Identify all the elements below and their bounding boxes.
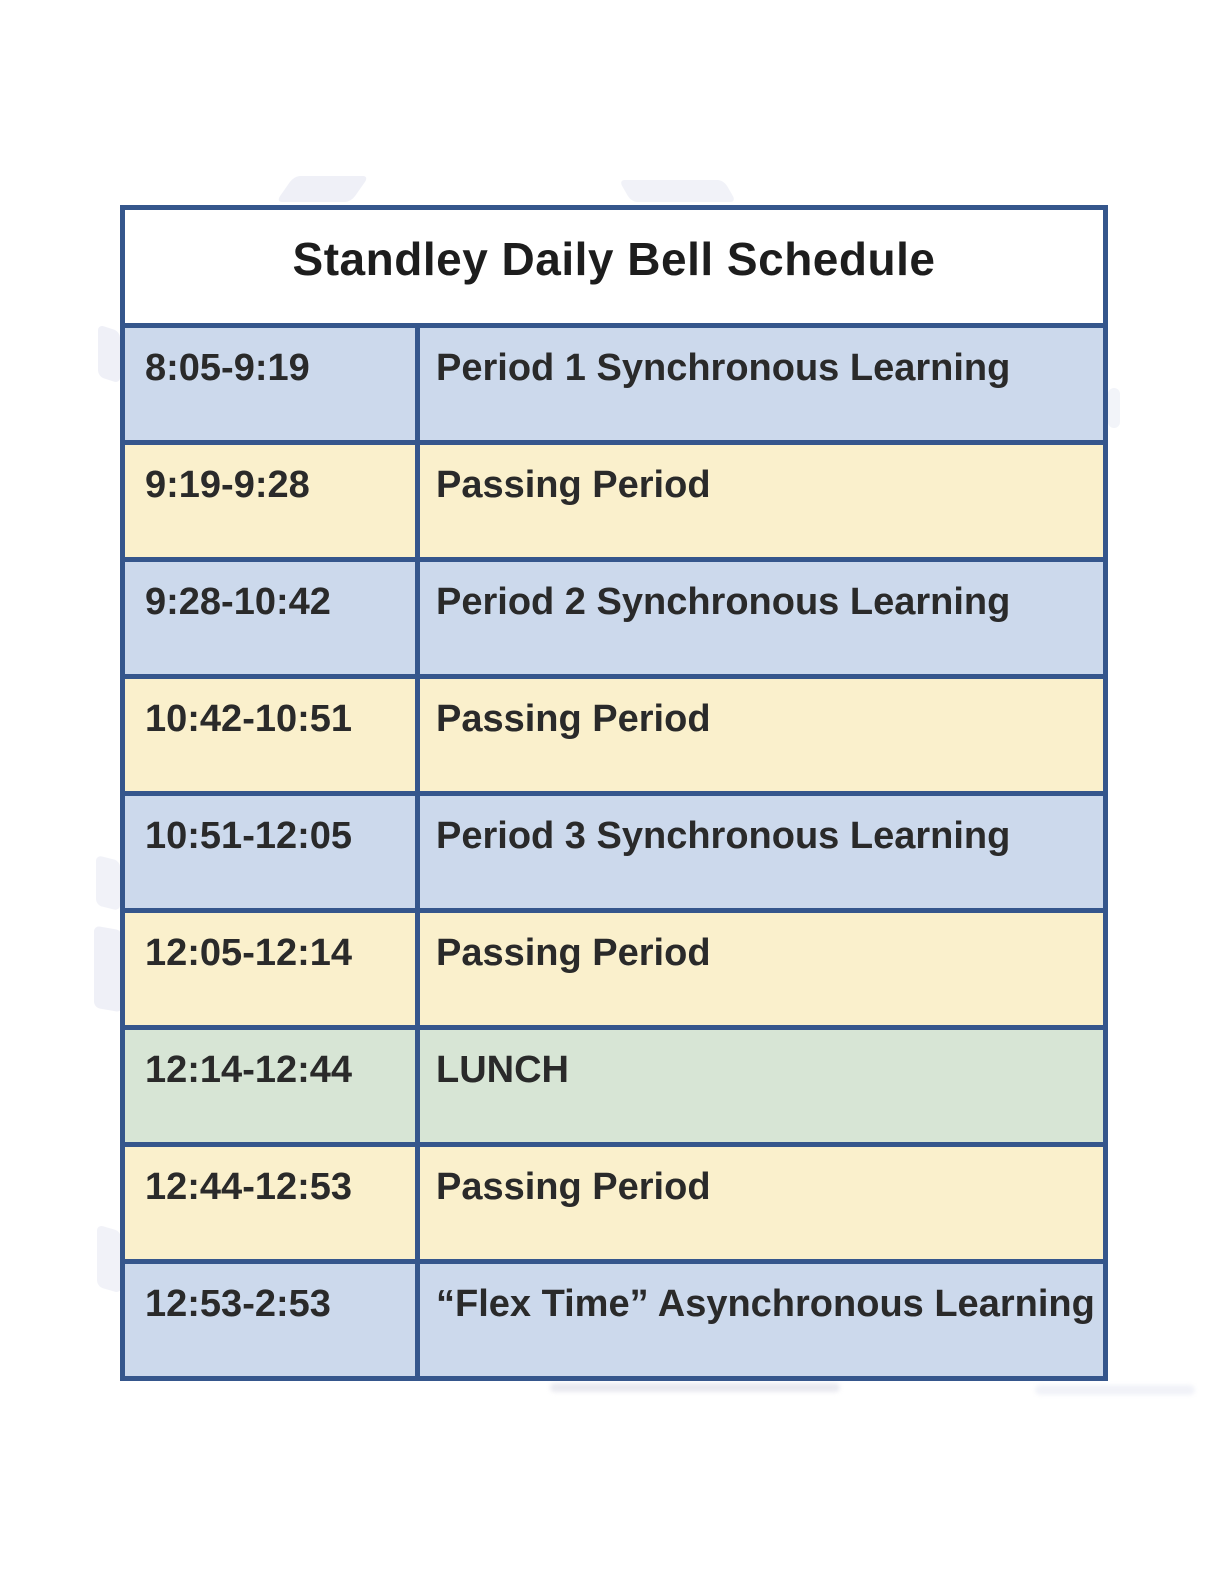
activity-cell: Passing Period [420,679,1103,791]
time-cell: 10:51-12:05 [125,796,415,908]
schedule-row [125,323,1103,440]
schedule-rows [125,323,1103,1376]
watermark-smudge [619,180,737,202]
watermark-smudge [1108,388,1120,428]
schedule-row [125,1142,1103,1259]
table-drop-shadow [1035,1385,1195,1395]
schedule-row [125,791,1103,908]
activity-cell: Passing Period [420,445,1103,557]
activity-cell: LUNCH [420,1030,1103,1142]
time-cell: 8:05-9:19 [125,328,415,440]
schedule-row [125,908,1103,1025]
time-cell: 10:42-10:51 [125,679,415,791]
page-title: Standley Daily Bell Schedule [292,233,936,285]
time-cell: 9:28-10:42 [125,562,415,674]
time-cell: 9:19-9:28 [125,445,415,557]
schedule-row [125,1025,1103,1142]
time-cell: 12:44-12:53 [125,1147,415,1259]
time-cell: 12:14-12:44 [125,1030,415,1142]
watermark-smudge [96,855,120,911]
table-drop-shadow [550,1383,840,1392]
activity-cell: Period 2 Synchronous Learning [420,562,1103,674]
watermark-smudge [97,1225,121,1294]
activity-cell: “Flex Time” Asynchronous Learning [420,1264,1103,1376]
schedule-row [125,674,1103,791]
schedule-row [125,440,1103,557]
activity-cell: Period 3 Synchronous Learning [420,796,1103,908]
schedule-row [125,557,1103,674]
activity-cell: Period 1 Synchronous Learning [420,328,1103,440]
activity-cell: Passing Period [420,913,1103,1025]
bell-schedule-table [120,205,1108,1381]
watermark-smudge [98,324,120,383]
watermark-smudge [94,926,122,1013]
time-cell: 12:53-2:53 [125,1264,415,1376]
time-cell: 12:05-12:14 [125,913,415,1025]
activity-cell: Passing Period [420,1147,1103,1259]
watermark-smudge [276,176,369,202]
schedule-row [125,1259,1103,1376]
table-title-row [125,210,1103,323]
